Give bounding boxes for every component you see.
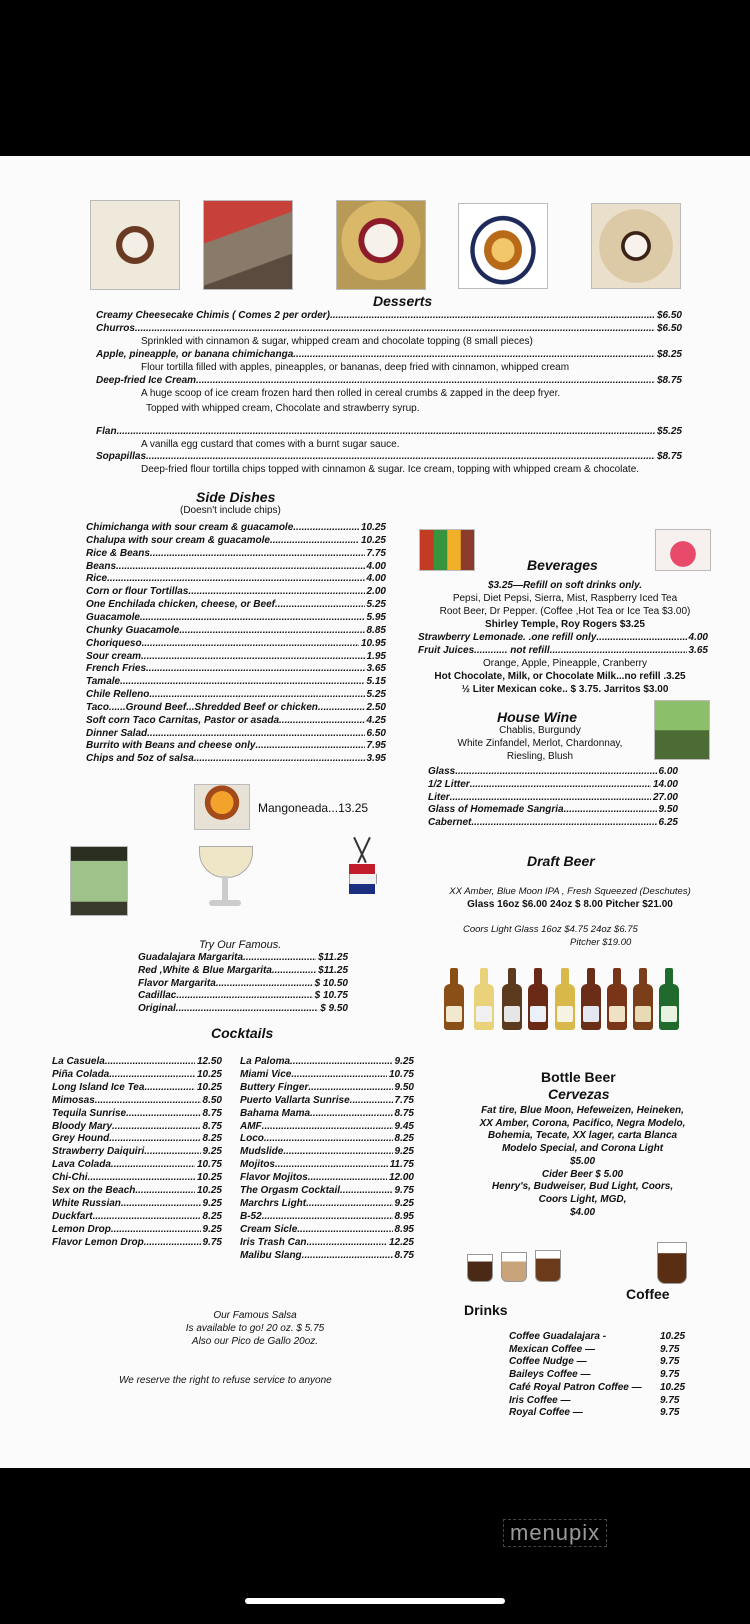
drinks-title: Drinks — [464, 1302, 508, 1318]
menu-sheet — [0, 156, 750, 1468]
house-wine-line-3: Riesling, Blush — [506, 751, 574, 762]
cocktail-item-price: 12.25 — [388, 1236, 414, 1248]
coffee-item-name: Coffee Guadalajara - — [509, 1331, 607, 1342]
coffee-item-name: Coffee Nudge — — [509, 1356, 587, 1368]
cocktail-item — [240, 1237, 414, 1248]
mexican-coke: ½ Liter Mexican coke.. $ 3.75. Jarritos $3.00 — [461, 684, 669, 695]
cocktail-item-price: 8.25 — [394, 1133, 414, 1145]
side-dish-item-price: 4.00 — [366, 573, 386, 585]
cocktail-item-name: La Casuela — [52, 1056, 105, 1067]
dessert-item — [96, 323, 682, 334]
side-dishes-subtitle: (Doesn't include chips) — [180, 505, 281, 516]
side-dish-item — [86, 702, 386, 713]
cocktail-item-name: Cream Sicle — [240, 1223, 298, 1235]
side-dish-item-price: 5.25 — [366, 599, 386, 611]
cocktail-item-name: Puerto Vallarta Sunrise — [240, 1094, 350, 1106]
side-dish-item-name: Chalupa with sour cream & guacamole — [86, 534, 270, 546]
cocktail-item-name: Bloody Mary — [52, 1120, 113, 1132]
side-dish-item-name: Chile Relleno — [86, 689, 150, 701]
side-dish-item-price: 5.95 — [366, 611, 386, 623]
side-dish-item — [86, 740, 386, 751]
margarita-item — [138, 990, 348, 1001]
dessert-name: Creamy Cheesecake Chimis ( Comes 2 per order) — [96, 310, 330, 321]
cocktail-item-name: Mudslide — [240, 1146, 284, 1158]
bottle-beer-line: Coors Light, MGD, — [538, 1193, 627, 1205]
cocktail-item-price: 9.45 — [394, 1120, 414, 1132]
cocktail-item — [240, 1133, 414, 1144]
cocktail-item-price: 10.25 — [196, 1185, 222, 1196]
bottle-beer-line: $5.00 — [569, 1155, 596, 1167]
side-dish-item-name: French Fries — [86, 663, 147, 675]
cocktail-item — [52, 1069, 222, 1080]
margarita-item — [138, 952, 348, 963]
cocktail-item-name: Chi-Chi — [52, 1172, 88, 1184]
margarita-item-name: Guadalajara Margarita — [138, 952, 244, 963]
dessert-desc: Deep-fried flour tortilla chips topped with cinnamon & sugar. Ice cream, topping with whipped cream & chocolate. — [141, 464, 640, 475]
cocktail-item-name: Lava Colada — [52, 1159, 111, 1171]
beverage-name: Fruit Juices............ not refill — [418, 645, 550, 656]
draft-beer-line-3: Coors Light Glass 16oz $4.75 24oz $6.75 — [463, 924, 638, 935]
home-indicator[interactable] — [245, 1598, 505, 1604]
side-dish-item-price: 1.95 — [366, 650, 386, 662]
beer-bottle-icon — [607, 984, 627, 1030]
beverages-title: Beverages — [527, 557, 598, 573]
side-dish-item — [86, 599, 386, 610]
draft-beer-line-2: Glass 16oz $6.00 24oz $ 8.00 Pitcher $21.00 — [467, 899, 673, 910]
cocktail-item-name: Marchrs Light — [240, 1197, 307, 1209]
cocktail-item-name: Grey Hound — [52, 1133, 110, 1145]
beverages-line-1: $3.25—Refill on soft drinks only. — [487, 580, 643, 591]
side-dish-item — [86, 638, 386, 649]
side-dish-item-price: 8.85 — [366, 624, 386, 636]
cocktail-item-name: Bahama Mama — [240, 1107, 311, 1119]
cocktail-item-price: 8.25 — [202, 1210, 222, 1222]
side-dish-item — [86, 535, 386, 546]
side-dish-item-name: Tamale — [86, 676, 121, 688]
cocktail-item — [240, 1198, 414, 1209]
bottle-beer-line: Bohemia, Tecate, XX lager, carta Blanca — [487, 1130, 678, 1142]
mangoneada-text: Mangoneada...13.25 — [258, 801, 369, 815]
dessert-photo-icecream — [336, 200, 426, 290]
house-wine-line-2: White Zinfandel, Merlot, Chardonnay, — [457, 738, 623, 749]
cocktail-item — [240, 1224, 414, 1235]
margarita-item-price: $ 9.50 — [320, 1003, 348, 1015]
cocktail-item-price: 10.25 — [196, 1068, 222, 1080]
cocktail-item-price: 12.00 — [388, 1172, 414, 1184]
cocktail-item — [240, 1172, 414, 1183]
beer-bottle-icon — [555, 984, 575, 1030]
wine-item — [428, 792, 678, 803]
cocktail-item-name: Tequila Sunrise — [52, 1107, 127, 1119]
cocktail-item-price: 8.75 — [202, 1120, 222, 1132]
cocktail-item-name: Flavor Lemon Drop — [52, 1236, 144, 1248]
cocktail-item-name: Buttery Finger — [240, 1081, 309, 1093]
side-dish-item-price: 10.25 — [360, 522, 386, 533]
side-dish-item — [86, 663, 386, 674]
side-dish-item-name: Beans — [86, 560, 117, 572]
juice-options: Orange, Apple, Pineapple, Cranberry — [483, 658, 647, 669]
sodas-photo — [419, 529, 475, 571]
side-dish-item-name: Corn or flour Tortillas — [86, 586, 189, 598]
cocktail-item — [52, 1146, 222, 1157]
cocktail-item-name: Duckfart — [52, 1210, 93, 1222]
beer-bottle-icon — [581, 984, 601, 1030]
cocktail-item-price: 9.25 — [202, 1197, 222, 1209]
dessert-desc: A huge scoop of ice cream frozen hard then rolled in cereal crumbs & zapped in the deep fryer. — [141, 388, 561, 399]
cocktail-item-price: 8.75 — [394, 1107, 414, 1119]
coffee-item-name: Baileys Coffee — — [509, 1369, 591, 1381]
cocktail-item-name: Miami Vice — [240, 1068, 292, 1080]
side-dish-item-name: Guacamole — [86, 611, 140, 623]
cocktail-item-price: 9.25 — [202, 1223, 222, 1235]
dessert-price: $6.50 — [656, 310, 682, 321]
cocktail-item-price: 9.50 — [394, 1081, 414, 1093]
margarita-item-name: Original — [138, 1003, 176, 1015]
side-dish-item-name: One Enchilada chicken, cheese, or Beef — [86, 599, 275, 611]
side-dish-item-price: 3.95 — [366, 753, 386, 765]
side-dish-item — [86, 728, 386, 739]
cocktail-item-name: Sex on the Beach — [52, 1185, 136, 1196]
coffee-item-price: 9.75 — [660, 1394, 680, 1406]
side-dish-item-price: 2.50 — [366, 701, 386, 713]
cocktail-item-name: Long Island Ice Tea — [52, 1081, 145, 1093]
cocktail-item — [240, 1211, 414, 1222]
side-dish-item-price: 7.75 — [366, 547, 386, 559]
cocktail-item-price: 9.25 — [202, 1146, 222, 1158]
cocktail-item — [52, 1121, 222, 1132]
side-dish-item — [86, 573, 386, 584]
side-dish-item — [86, 522, 386, 533]
cocktail-item-name: Flavor Mojitos — [240, 1172, 308, 1184]
coffee-item-price: 9.75 — [660, 1407, 680, 1419]
margarita-item-name: Cadillac — [138, 990, 177, 1002]
cocktail-item-price: 8.25 — [202, 1133, 222, 1145]
coffee-mugs-photo — [465, 1246, 565, 1282]
margarita-item — [138, 1003, 348, 1014]
side-dish-item-price: 10.25 — [360, 534, 386, 546]
irish-coffee-icon — [657, 1242, 687, 1284]
beer-bottle-icon — [474, 984, 494, 1030]
wine-item-price: 14.00 — [652, 778, 678, 790]
cocktail-item — [52, 1056, 222, 1067]
beer-bottle-icon — [633, 984, 653, 1030]
cocktail-item — [240, 1056, 414, 1067]
beer-bottle-icon — [502, 984, 522, 1030]
dessert-desc: A vanilla egg custard that comes with a burnt sugar sauce. — [141, 439, 400, 450]
coffee-item-name: Iris Coffee — — [509, 1394, 571, 1406]
cocktail-item-name: B-52 — [240, 1210, 262, 1222]
salsa-line-3: Also our Pico de Gallo 20oz. — [191, 1336, 319, 1347]
dessert-desc: Topped with whipped cream, Chocolate and strawberry syrup. — [146, 403, 420, 414]
cocktail-item-name: Iris Trash Can — [240, 1236, 307, 1248]
disclaimer: We reserve the right to refuse service to anyone — [119, 1375, 332, 1386]
cocktail-item-price: 8.75 — [202, 1107, 222, 1119]
side-dish-item-name: Soft corn Taco Carnitas, Pastor or asada — [86, 714, 280, 726]
dessert-price: $5.25 — [656, 426, 682, 437]
side-dish-item-price: 2.00 — [366, 586, 386, 598]
beer-bottle-icon — [659, 984, 679, 1030]
dessert-desc: Flour tortilla filled with apples, pineapples, or bananas, deep fried with cinnamon, whipped cream — [141, 362, 570, 373]
cocktail-item-name: Mojitos — [240, 1159, 275, 1171]
margarita-item-price: $ 10.75 — [314, 990, 348, 1002]
coffee-item-price: 9.75 — [660, 1343, 680, 1355]
cocktail-item — [240, 1095, 414, 1106]
margarita-item-price: $11.25 — [318, 964, 348, 976]
bottle-beer-subtitle: Cervezas — [548, 1086, 610, 1102]
dessert-name: Sopapillas — [96, 451, 147, 462]
cocktail-item — [52, 1237, 222, 1248]
cocktail-item — [240, 1121, 414, 1132]
coffee-item-price: 9.75 — [660, 1369, 680, 1381]
cocktails-title: Cocktails — [211, 1025, 274, 1041]
beverages-line-3: Root Beer, Dr Pepper. (Coffee ,Hot Tea or Ice Tea $3.00) — [439, 606, 691, 617]
cocktail-item — [240, 1082, 414, 1093]
wine-item-price: 6.00 — [658, 766, 678, 777]
draft-beer-line-1: XX Amber, Blue Moon IPA , Fresh Squeezed (Deschutes) — [449, 886, 691, 897]
cocktail-item — [52, 1095, 222, 1106]
wine-item — [428, 817, 678, 828]
draft-beer-line-4: Pitcher $19.00 — [570, 937, 632, 948]
coffee-item-price: 10.25 — [660, 1331, 686, 1342]
cocktail-item — [52, 1082, 222, 1093]
cocktail-item-price: 9.75 — [202, 1236, 222, 1248]
side-dish-item-name: Chips and 5oz of salsa — [86, 753, 194, 765]
salsa-line-1: Our Famous Salsa — [213, 1310, 297, 1321]
side-dish-item-price: 4.00 — [366, 560, 386, 572]
wine-photo — [654, 700, 710, 760]
cocktail-item-price: 11.75 — [389, 1159, 414, 1171]
beverage-name: Strawberry Lemonade. .one refill only — [418, 632, 597, 643]
dessert-name: Deep-fried Ice Cream — [96, 375, 197, 386]
bottle-beer-line: Fat tire, Blue Moon, Hefeweizen, Heineken, — [481, 1105, 684, 1116]
cocktail-item-price: 9.25 — [394, 1146, 414, 1158]
wine-item-price: 27.00 — [652, 791, 678, 803]
cocktail-item — [52, 1159, 222, 1170]
cocktail-item-name: Loco — [240, 1133, 264, 1145]
bottle-beer-line: $4.00 — [569, 1206, 596, 1218]
dessert-photo-chimis — [90, 200, 180, 290]
cocktail-item-price: 8.75 — [394, 1249, 414, 1261]
beverages-line-4: Shirley Temple, Roy Rogers $3.25 — [485, 619, 645, 630]
margarita-item-name: Red ,White & Blue Margarita — [138, 964, 272, 976]
cocktail-item-price: 8.95 — [394, 1210, 414, 1222]
bottle-beer-line: Henry's, Budweiser, Bud Light, Coors, — [491, 1181, 674, 1193]
side-dish-item-name: Taco......Ground Beef...Shredded Beef or chicken — [86, 701, 318, 713]
dessert-price: $8.75 — [656, 451, 682, 462]
cocktail-item — [240, 1108, 414, 1119]
cocktail-item — [52, 1211, 222, 1222]
side-dish-item — [86, 548, 386, 559]
wine-item-name: Cabernet — [428, 817, 472, 829]
cocktail-item-name: Strawberry Daiquiri — [52, 1146, 145, 1158]
dessert-price: $6.50 — [656, 323, 682, 334]
desserts-title: Desserts — [373, 293, 433, 309]
cocktail-item-price: 9.75 — [394, 1185, 414, 1196]
cocktail-item-price: 8.95 — [394, 1223, 414, 1235]
dessert-item — [96, 375, 682, 386]
wine-item-name: Glass — [428, 766, 456, 777]
side-dish-item — [86, 689, 386, 700]
cocktail-item — [52, 1133, 222, 1144]
side-dish-item — [86, 612, 386, 623]
cocktail-item-price: 9.25 — [394, 1056, 414, 1067]
dessert-name: Churros — [96, 323, 135, 334]
cocktail-item — [240, 1250, 414, 1261]
cocktail-item — [52, 1185, 222, 1196]
dessert-price: $8.75 — [656, 375, 682, 386]
side-dish-item-name: Chimichanga with sour cream & guacamole — [86, 522, 294, 533]
side-dish-item-price: 4.25 — [366, 714, 386, 726]
dessert-item — [96, 426, 682, 437]
side-dish-item-name: Sour cream — [86, 650, 142, 662]
wine-item-name: Glass of Homemade Sangria — [428, 804, 564, 816]
margarita-item — [138, 965, 348, 976]
cocktail-item-name: La Paloma — [240, 1056, 291, 1067]
margaritas-title: Try Our Famous. — [199, 939, 282, 951]
cocktail-item — [52, 1108, 222, 1119]
cocktail-item — [240, 1146, 414, 1157]
dessert-price: $8.25 — [656, 349, 682, 360]
beverages-line-2: Pepsi, Diet Pepsi, Sierra, Mist, Raspberry Iced Tea — [452, 593, 678, 604]
wine-item-name: Liter — [428, 791, 450, 803]
coffee-item-price: 9.75 — [660, 1356, 680, 1368]
margarita-item — [138, 978, 348, 989]
cocktail-item-price: 10.25 — [196, 1172, 222, 1184]
side-dish-item — [86, 715, 386, 726]
side-dish-item — [86, 753, 386, 764]
cocktail-item-name: The Orgasm Cocktail — [240, 1185, 341, 1196]
side-dishes-title: Side Dishes — [196, 489, 276, 505]
cocktail-item-price: 10.75 — [196, 1159, 222, 1171]
side-dish-item-name: Choriqueso — [86, 637, 142, 649]
coffee-title: Coffee — [626, 1286, 670, 1302]
cocktail-item-price: 7.75 — [394, 1094, 414, 1106]
dessert-name: Flan — [96, 426, 117, 437]
cocktail-item-name: White Russian — [52, 1197, 121, 1209]
menupix-watermark: menupix — [503, 1519, 607, 1547]
cocktail-item-price: 10.25 — [196, 1081, 222, 1093]
side-dish-item — [86, 651, 386, 662]
cocktail-item-price: 10.75 — [388, 1068, 414, 1080]
wine-item — [428, 779, 678, 790]
side-dish-item-price: 5.15 — [366, 676, 386, 688]
dessert-item — [96, 310, 682, 321]
beer-bottle-icon — [444, 984, 464, 1030]
cocktail-item-name: Lemon Drop — [52, 1223, 111, 1235]
mojito-photo — [70, 846, 128, 916]
dessert-item — [96, 451, 682, 462]
cocktail-item-name: Malibu Slang — [240, 1249, 302, 1261]
beverage-item — [418, 632, 708, 643]
salsa-line-2: Is available to go! 20 oz. $ 5.75 — [185, 1323, 325, 1334]
cocktail-item — [240, 1159, 414, 1170]
wine-item-name: 1/2 Litter — [428, 778, 470, 790]
cocktail-item — [240, 1185, 414, 1196]
margarita-item-name: Flavor Margarita — [138, 977, 216, 989]
wine-item — [428, 766, 678, 777]
coffee-item-name: Mexican Coffee — — [509, 1343, 595, 1355]
cocktail-item-name: AMF — [240, 1120, 262, 1132]
side-dish-item-price: 10.95 — [360, 637, 386, 649]
side-dish-item — [86, 625, 386, 636]
beverage-price: 3.65 — [688, 645, 708, 656]
bottle-beer-line: Cider Beer $ 5.00 — [541, 1168, 624, 1180]
side-dish-item-name: Dinner Salad — [86, 727, 148, 739]
dessert-photo-flan — [458, 203, 548, 289]
side-dish-item-price: 5.25 — [366, 689, 386, 701]
beverage-price: 4.00 — [688, 632, 708, 643]
cocktail-item — [52, 1198, 222, 1209]
side-dish-item-price: 7.95 — [366, 740, 386, 752]
beverage-item — [418, 645, 708, 656]
dessert-desc: Sprinkled with cinnamon & sugar, whipped cream and chocolate topping (8 small pieces) — [141, 336, 533, 347]
dessert-name: Apple, pineapple, or banana chimichanga — [96, 349, 294, 360]
house-wine-title: House Wine — [497, 709, 577, 725]
bottle-beer-line: XX Amber, Corona, Pacifico, Negra Modelo, — [479, 1117, 686, 1129]
wine-item-price: 9.50 — [658, 804, 678, 816]
cocktail-item — [240, 1069, 414, 1080]
cocktail-item — [52, 1224, 222, 1235]
dessert-item — [96, 349, 682, 360]
side-dish-item-name: Rice & Beans — [86, 547, 150, 559]
rwb-margarita-icon — [345, 834, 379, 900]
coffee-item-price: 10.25 — [660, 1381, 686, 1393]
margarita-item-price: $ 10.50 — [314, 977, 348, 989]
wine-item — [428, 804, 678, 815]
side-dish-item-name: Rice — [86, 573, 108, 585]
side-dish-item-price: 3.65 — [366, 663, 386, 675]
side-dish-item — [86, 561, 386, 572]
house-wine-line-1: Chablis, Burgundy — [499, 725, 581, 736]
cocktail-item-name: Mimosas — [52, 1094, 95, 1106]
cocktail-item-name: Piña Colada — [52, 1068, 110, 1080]
side-dish-item — [86, 586, 386, 597]
bottle-beer-title: Bottle Beer — [541, 1069, 616, 1085]
cocktail-item-price: 8.50 — [202, 1094, 222, 1106]
margarita-glass-icon — [199, 846, 251, 910]
cocktail-item — [52, 1172, 222, 1183]
hot-drinks: Hot Chocolate, Milk, or Chocolate Milk...no refill .3.25 — [434, 671, 686, 682]
pink-drink-photo — [655, 529, 711, 571]
coffee-item-name: Café Royal Patron Coffee — — [509, 1381, 642, 1393]
margarita-item-price: $11.25 — [318, 952, 348, 963]
coffee-item-name: Royal Coffee — — [509, 1407, 583, 1419]
bottle-beer-line: Modelo Special, and Corona Light — [501, 1143, 664, 1155]
cocktail-item-price: 9.25 — [394, 1197, 414, 1209]
draft-beer-title: Draft Beer — [527, 853, 595, 869]
side-dish-item-name: Chunky Guacamole — [86, 624, 180, 636]
side-dish-item — [86, 676, 386, 687]
cocktail-item-price: 12.50 — [196, 1056, 222, 1067]
dessert-photo-cake — [203, 200, 293, 290]
beer-bottle-icon — [528, 984, 548, 1030]
side-dish-item-name: Burrito with Beans and cheese only — [86, 740, 256, 752]
dessert-photo-sopapillas — [591, 203, 681, 289]
mangoneada-photo — [194, 784, 250, 830]
side-dish-item-price: 6.50 — [366, 727, 386, 739]
wine-item-price: 6.25 — [658, 817, 678, 829]
